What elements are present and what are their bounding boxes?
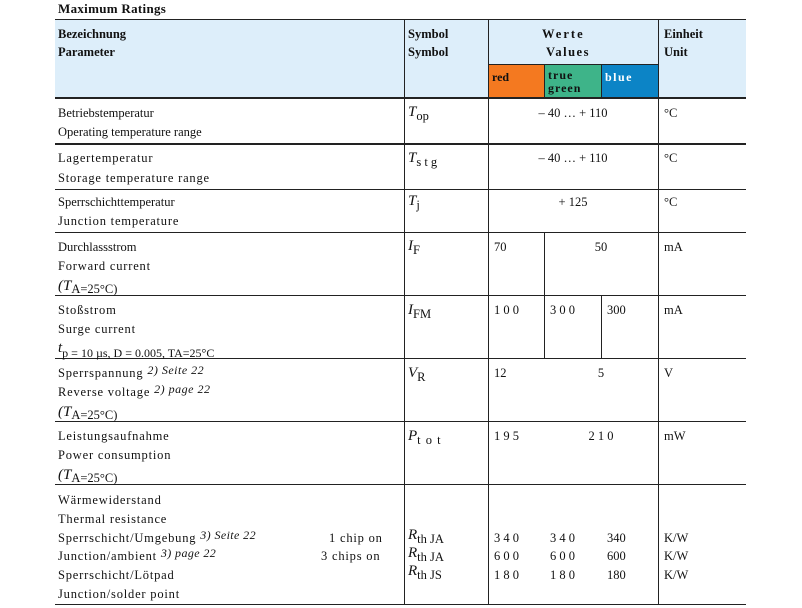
- header-unit-en: Unit: [664, 45, 688, 59]
- swatch-red: red: [488, 64, 544, 97]
- row-ptot-symbol: $P_{t o t}$: [408, 428, 442, 447]
- row-vr-en: Reverse voltage 2) page 22: [58, 382, 211, 399]
- row-if-de: Durchlassstrom: [58, 240, 137, 254]
- row-rth-green-1: 3 4 0: [550, 531, 575, 545]
- row-rth-en: Thermal resistance: [58, 512, 168, 526]
- row-rth-unit-3: K/W: [664, 568, 689, 582]
- row-stg-en: Storage temperature range: [58, 171, 210, 185]
- col-divider-symbol: [404, 19, 405, 604]
- row-ifm-green: 3 0 0: [550, 303, 575, 317]
- row-ifm-blue: 300: [607, 303, 626, 317]
- row-stg-unit: °C: [664, 151, 678, 165]
- row-stg-de: Lagertemperatur: [58, 151, 154, 165]
- rule-row-7: [55, 484, 746, 485]
- row-rth-symbol-2: $R_{th JA}$: [408, 545, 444, 564]
- row-if-unit: mA: [664, 240, 683, 254]
- rule-row-1: [55, 143, 746, 145]
- rule-row-6: [55, 421, 746, 422]
- row-rth-line2: Junction/ambient 3) page 22: [58, 546, 217, 563]
- row-vr-greenblue: 5: [597, 366, 605, 380]
- swatch-divider-2: [601, 64, 602, 98]
- row-vr-condition: (TA=25°C): [58, 404, 118, 422]
- rule-bottom: [55, 604, 746, 605]
- row-vr-red: 12: [494, 366, 507, 380]
- row-rth-line2-right: 3 chips on: [321, 549, 381, 563]
- row-rth-unit-1: K/W: [664, 531, 689, 545]
- row-rth-red-2: 6 0 0: [494, 549, 519, 563]
- row-ifm-symbol: $I_{FM}$: [408, 302, 432, 321]
- rule-row-3: [55, 232, 746, 233]
- row-stg-value: – 40 … + 110: [538, 151, 608, 165]
- row-rth-unit-2: K/W: [664, 549, 689, 563]
- row-if-condition: (TA=25°C): [58, 278, 118, 296]
- row-ifm-en: Surge current: [58, 322, 136, 336]
- swatch-true-green: true green: [544, 64, 601, 97]
- row-tj-symbol: $T_j$: [408, 193, 420, 212]
- row-ifm-red: 1 0 0: [494, 303, 519, 317]
- row-top-unit: °C: [664, 106, 678, 120]
- row-rth-line1: Sperrschicht/Umgebung 3) Seite 22: [58, 528, 256, 545]
- swatch-blue: blue: [601, 64, 658, 97]
- header-unit-de: Einheit: [664, 27, 703, 41]
- row-tj-de: Sperrschichttemperatur: [58, 195, 175, 209]
- header-symbol-de: Symbol: [408, 27, 449, 41]
- header-values-de: Werte: [542, 27, 585, 41]
- row-ptot-greenblue: 2 1 0: [588, 429, 614, 443]
- row-top-de: Betriebstemperatur: [58, 106, 154, 120]
- header-values-en: Values: [546, 45, 590, 59]
- row-rth-symbol-1: $R_{th JA}$: [408, 527, 444, 546]
- table-title: Maximum Ratings: [58, 1, 167, 16]
- rule-row-4: [55, 295, 746, 296]
- row-vr-de: Sperrspannung 2) Seite 22: [58, 363, 205, 380]
- col-divider-unit: [658, 19, 659, 604]
- row-rth-blue-1: 340: [607, 531, 626, 545]
- row-top-en: Operating temperature range: [58, 125, 202, 139]
- row-rth-green-3: 1 8 0: [550, 568, 575, 582]
- row-if-symbol: $I_F$: [408, 238, 420, 257]
- row-rth-line4: Junction/solder point: [58, 587, 180, 601]
- row-vr-symbol: $V_R$: [408, 365, 426, 384]
- row-ptot-condition: (TA=25°C): [58, 467, 118, 485]
- row-rth-blue-3: 180: [607, 568, 626, 582]
- rule-header-bottom: [55, 97, 746, 99]
- row-if-greenblue: 50: [594, 240, 608, 254]
- rule-row-2: [55, 189, 746, 190]
- row-if-en: Forward current: [58, 259, 151, 273]
- row-ifm-condition: tp = 10 µs, D = 0.005, TA=25°C: [58, 340, 215, 360]
- row-if-red: 70: [494, 240, 507, 254]
- row-rth-green-2: 6 0 0: [550, 549, 575, 563]
- row-ptot-de: Leistungsaufnahme: [58, 429, 170, 443]
- row-tj-value: + 125: [558, 195, 588, 209]
- row-rth-red-1: 3 4 0: [494, 531, 519, 545]
- row-tj-unit: °C: [664, 195, 678, 209]
- row-vr-unit: V: [664, 366, 674, 380]
- row-rth-line1-right: 1 chip on: [329, 531, 383, 545]
- row-tj-en: Junction temperature: [58, 214, 180, 228]
- rule-swatch-top: [488, 64, 658, 65]
- row-rth-de: Wärmewiderstand: [58, 493, 162, 507]
- row-rth-blue-2: 600: [607, 549, 626, 563]
- row-ifm-de: Stoßstrom: [58, 303, 117, 317]
- row-rth-symbol-3: $R_{th JS}$: [408, 563, 442, 582]
- row-top-value: – 40 … + 110: [538, 106, 608, 120]
- header-param-en: Parameter: [58, 45, 115, 59]
- row-ptot-en: Power consumption: [58, 448, 172, 462]
- header-param-de: Bezeichnung: [58, 27, 127, 41]
- row-ptot-red: 1 9 5: [494, 429, 519, 443]
- value-divider-green: [601, 295, 602, 358]
- row-ifm-unit: mA: [664, 303, 683, 317]
- rule-top: [55, 19, 746, 20]
- swatch-divider-1: [544, 64, 545, 98]
- row-top-symbol: $T_{op}$: [408, 104, 429, 123]
- row-ptot-unit: mW: [664, 429, 686, 443]
- row-stg-symbol: $T_{s t g}$: [408, 150, 438, 169]
- row-rth-red-3: 1 8 0: [494, 568, 519, 582]
- header-symbol-en: Symbol: [408, 45, 449, 59]
- row-rth-line3: Sperrschicht/Lötpad: [58, 568, 175, 582]
